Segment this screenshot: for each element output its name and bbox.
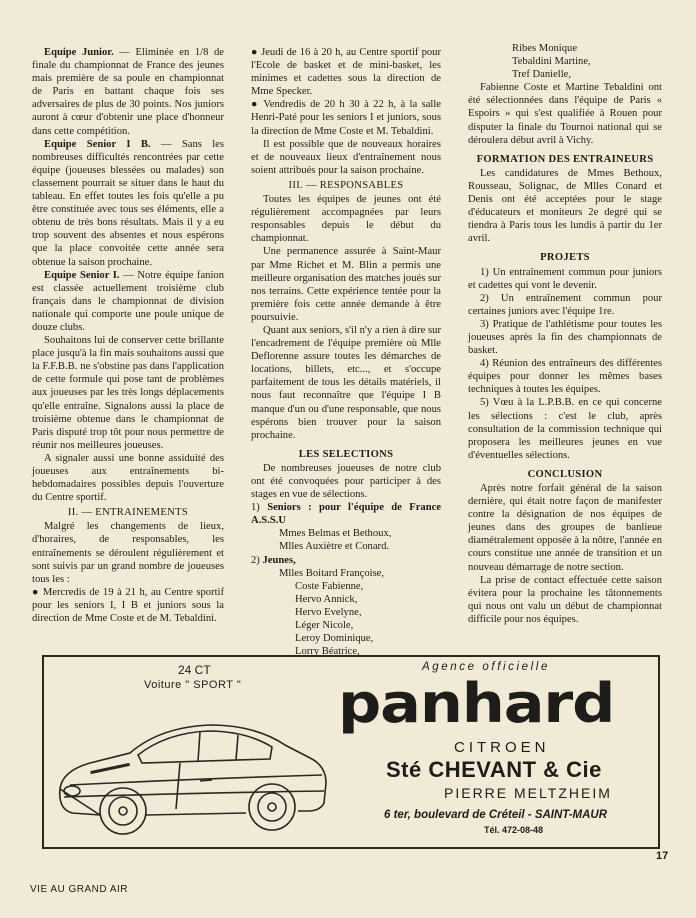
heading-formation: FORMATION DES ENTRAINEURS (476, 153, 654, 165)
heading-conclusion: CONCLUSION (527, 468, 603, 480)
paragraph-senior-i: Equipe Senior I. — Notre équipe fanion est classée actuellement troisième club français dans le championnat de division nationale qui comporte une poule unique de douze clubs. (32, 269, 224, 333)
column-1 (32, 46, 224, 625)
paragraph-senior-ib: Equipe Senior I B. — Sans les nombreuses difficultés rencontrées par cette équipe (joueuses blessées ou malades) son classement pourrait se situer dans le haut du tableau. En effet toutes les fois qu'elle a pu être constituée avec tous ses éléments, elle a obtenu de très bons résultats. Mais il y a eu trop souvent des absentes et nous espérons que la place convoitée cette année sera obtenue la saison prochaine. (32, 138, 224, 268)
list-item: Coste Fabienne, (295, 580, 364, 592)
list-item: Leroy Dominique, (295, 633, 374, 645)
heading-selections: LES SELECTIONS (298, 448, 394, 460)
paragraph-forfait: Après notre forfait général de la saison dernière, qui était notre façon de manifester contre la désignation de nos équipes de jeunes dans des groupes de banlieue diamétralement opposée à la nôtre, l'année en cours constitue une année de transition et un nouveau démarrage de notre section. (468, 483, 662, 573)
projet-item: 2) Un entraînement commun pour certaines juniors avec l'équipe 1re. (468, 292, 662, 317)
selection-jeunes: 2) Jeunes, (251, 554, 296, 566)
heading-projets: PROJETS (540, 252, 590, 264)
paragraph-candidatures: Les candidatures de Mmes Bethoux, Rousseau, Solignac, de Mlles Conard et Denis ont été acceptées pour le stage d'éducateurs et moniteurs 2e degré qui se tiendra à Paris tous les lundis à partir du 1er avril. (468, 167, 662, 245)
paragraph-changements: Malgré les changements de lieux, d'horaires, de responsables, les entraînements se déroulent régulièrement et sont suivis par un grand nombre de joueuses tous les : (32, 521, 224, 585)
list-item: Tref Danielle, (512, 69, 572, 81)
selection-seniors: 1) Seniors : pour l'équipe de France A.S.S.U (251, 502, 441, 527)
list-item: Tebaldini Martine, (512, 56, 591, 68)
paragraph-horaires: Il est possible que de nouveaux horaires et de nouveaux lieux d'entraînement nous soient attribués pour la saison prochaine. (251, 138, 441, 176)
ad-address: 6 ter, boulevard de Créteil - SAINT-MAUR (384, 809, 608, 821)
list-item: Mlles Auxiètre et Conard. (279, 541, 390, 553)
list-item: Hervo Evelyne, (295, 606, 362, 618)
list-item: Mlles Boitard Françoise, (279, 567, 385, 579)
projet-item: 4) Réunion des entraîneurs des différentes équipes pour donner les mêmes bases techniques à toutes les équipes. (468, 358, 662, 396)
ad-citroen: CITROEN (454, 739, 550, 756)
column-3 (468, 42, 662, 626)
panhard-advertisement (42, 655, 660, 849)
heading-entrainements: II. — ENTRAINEMENTS (67, 507, 189, 519)
paragraph-vendredis: ● Vendredis de 20 h 30 à 22 h, à la salle Henri-Paté pour les seniors I et juniors, sous la direction de Mme Coste et M. Tebaldini. (251, 99, 441, 137)
selection-jeunes-names (251, 580, 441, 659)
paragraph-jeudi: ● Jeudi de 16 à 20 h, au Centre sportif pour l'Ecole de basket et de mini-basket, les minimes et cadettes sous la direction de Mme Specker. (251, 47, 442, 98)
ad-owner: PIERRE MELTZHEIM (444, 785, 612, 801)
list-item: Léger Nicole, (295, 620, 354, 632)
ad-model-name: 24 CT (178, 663, 211, 677)
footer-title: VIE AU GRAND AIR (30, 884, 129, 895)
column-2 (251, 46, 441, 658)
heading-responsables: III. — RESPONSABLES (288, 179, 404, 191)
paragraph-convoquees: De nombreuses joueuses de notre club ont été convoquées pour participer à des stages en vue de sélections. (251, 462, 441, 501)
projet-item: 3) Pratique de l'athlétisme pour toutes les joueuses après la fin des championnats de basket. (468, 318, 662, 357)
list-item: Hervo Annick, (295, 593, 358, 605)
ad-phone: Tél. 472-08-48 (484, 825, 544, 835)
ad-brand-logo: panhard (338, 672, 615, 735)
paragraph-junior: Equipe Junior. — Eliminée en 1/8 de finale du championnat de France des jeunes mais première de sa poule en championnat de Paris en battant chaque fois ses adversaires de plus de 30 points. Nos juniors auront à cœur d'obtenir une place d'honneur dans cette compétition. (32, 47, 225, 137)
paragraph-equipes-jeunes: Toutes les équipes de jeunes ont été régulièrement accompagnées par leurs responsables depuis le début du championnat. (251, 194, 441, 245)
paragraph-mercredis: ● Mercredis de 19 à 21 h, au Centre sportif pour les seniors I, I B et juniors sous la direction de Mme Coste et de M. Tebaldini. (32, 586, 224, 625)
list-item: Lorry Béatrice, (295, 646, 360, 658)
paragraph-permanence: Une permanence assurée à Saint-Maur par Mme Richet et M. Blin a permis une meilleure organisation des matches joués sur nos terrains. Cette expérience tentée pour la première fois cette année demande à être poursuivie. (251, 246, 441, 323)
ad-agence: Agence officielle (422, 661, 550, 673)
list-item: Ribes Monique (512, 43, 578, 54)
paragraph-prise-contact: La prise de contact effectuée cette saison évitera pour la prochaine les tâtonnements qui nous ont valu un début de championnat difficile pour nos équipes. (468, 574, 662, 625)
list-item: Mmes Belmas et Bethoux, (279, 528, 392, 540)
selection-jeunes-first (251, 567, 441, 580)
selection-jeunes-names-cont (468, 42, 662, 81)
paragraph-assiduite: A signaler aussi une bonne assiduité des joueuses aux entraînements bi-hebdomadaires possibles depuis l'ouverture du Centre sportif. (32, 452, 224, 504)
ad-sport-label: Voiture " SPORT " (144, 679, 242, 691)
projet-item: 5) Vœu à la L.P.B.B. en ce qui concerne les sélections : c'est le club, après consultation de la commission technique qui proposera les meilleures jeunes en vue d'éventuelles sélections. (468, 397, 662, 461)
ad-text-panel (334, 657, 658, 847)
page-number: 17 (656, 850, 669, 862)
car-illustration-icon (50, 701, 330, 841)
ad-company: Sté CHEVANT & Cie (386, 757, 602, 782)
selection-seniors-names (251, 527, 441, 553)
projet-item: 1) Un entraînement commun pour juniors et cadettes qui vont le devenir. (468, 266, 662, 291)
paragraph-seniors: Quant aux seniors, s'il n'y a rien à dire sur l'encadrement de l'équipe première où Mlle Deflorenne assure toutes les démarches de locations, billets, etc..., et s'occupe parfaitement de tous les détails matériels, il nous faut reconnaître que l'équipe I B manque d'un ou d'une responsable, que nous espérons bien trouver pour la saison prochaine. (251, 324, 441, 441)
paragraph-souhaitons: Souhaitons lui de conserver cette brillante place jusqu'à la fin mais souhaitons aussi que la F.F.B.B. ne s'obstine pas dans l'application de cette formule qui pose tant de problèmes aux joueuses par les très longs déplacements qu'elle entraîne. Signalons aussi la place de troisième obtenue dans le championnat de Paris disputé trop tôt pour nous permettre de réunir nos meilleures joueuses. (32, 335, 224, 451)
ad-car-panel (44, 657, 334, 847)
paragraph-espoirs: Fabienne Coste et Martine Tebaldini ont été sélectionnées dans l'équipe de Paris « Espoirs » qui s'est qualifiée à Rouen pour disputer la finale du Tournoi national qui se déroulera début avril à Vichy. (468, 82, 662, 146)
